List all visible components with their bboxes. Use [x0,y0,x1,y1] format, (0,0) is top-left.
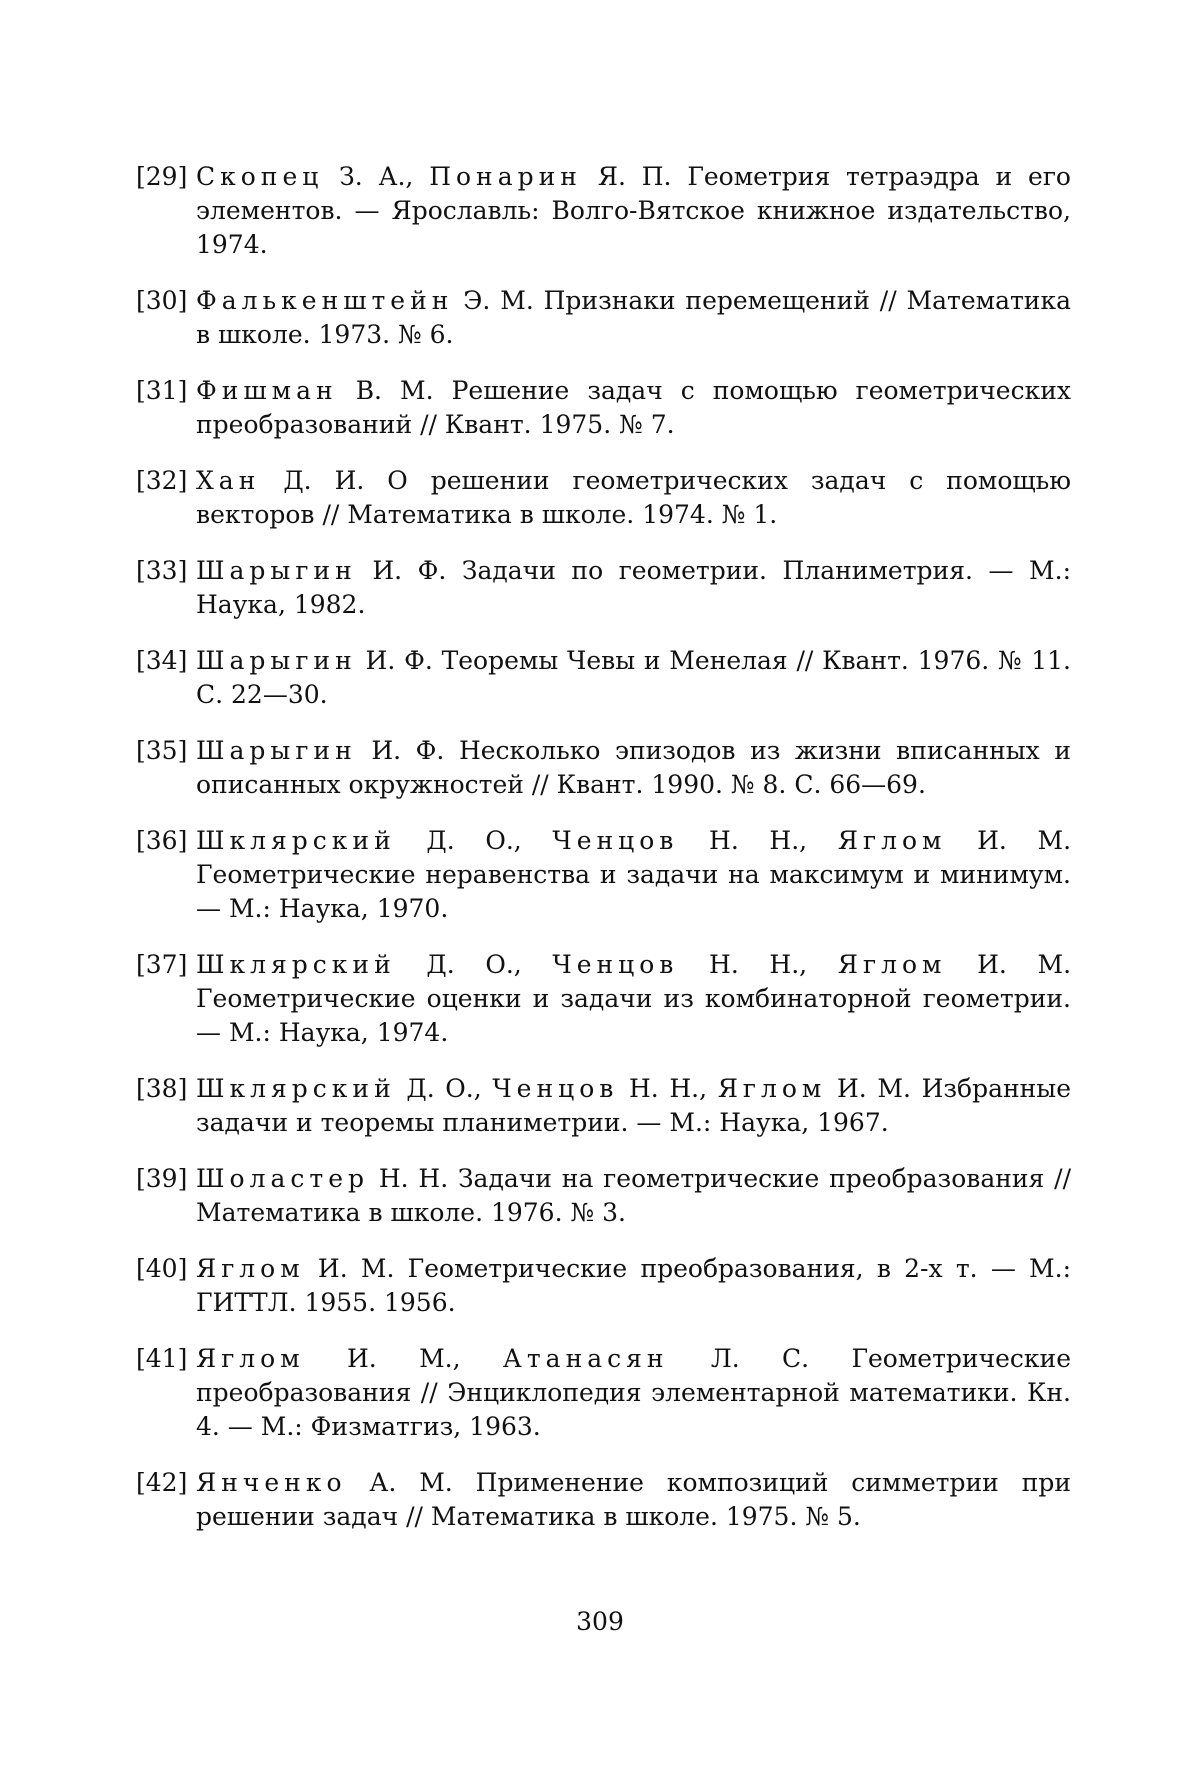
entry-text: Избранные задачи и теоремы планиметрии. — М.: Наука, 1967. [196,1074,1071,1137]
author-surname: Ченцов [492,1074,618,1103]
author-initials: И. М. [977,826,1071,855]
author-initials: Э. М. [463,286,533,315]
author-surname: Хан [196,466,260,495]
author-surname: Шарыгин [196,646,357,675]
author-surname: Ченцов [552,950,678,979]
bibliography-entry [136,824,1071,926]
entry-text: Решение задач с помощью геометрических преобразований // Квант. 1975. № 7. [196,376,1071,439]
bibliography-entry [136,734,1071,802]
entry-number: [31] [136,374,192,408]
author-initials: Д. И. [283,466,364,495]
entry-text: Признаки перемещений // Математика в школе. 1973. № 6. [196,286,1071,349]
author-initials: З. А., [339,162,413,191]
author-initials: Н. Н., [709,826,807,855]
entry-number: [35] [136,734,192,768]
author-initials: В. М. [356,376,434,405]
author-initials: Я. П. [598,162,672,191]
author-initials: Н. Н., [629,1074,707,1103]
author-surname: Шклярский [196,950,396,979]
author-initials: И. Ф. [366,646,433,675]
author-surname: Яглом [196,1344,305,1373]
bibliography-entry [136,1162,1071,1230]
entry-text: Задачи по геометрии. Планиметрия. — М.: Наука, 1982. [196,556,1071,619]
author-surname: Шарыгин [196,556,357,585]
author-surname: Яглом [838,950,947,979]
bibliography-entry [136,1466,1071,1534]
author-surname: Понарин [429,162,582,191]
author-initials: Д. О., [406,1074,481,1103]
author-surname: Яглом [838,826,947,855]
author-surname: Шарыгин [196,736,357,765]
bibliography-entry [136,1072,1071,1140]
author-surname: Ченцов [552,826,678,855]
entry-number: [37] [136,948,192,982]
book-page [0,0,1200,1777]
entry-text: Геометрические преобразования // Энциклопедия элементарной математики. Кн. 4. — М.: Физматгиз, 1963. [196,1344,1071,1441]
entry-text: О решении геометрических задач с помощью векторов // Математика в школе. 1974. № 1. [196,466,1071,529]
entry-number: [41] [136,1342,192,1376]
author-initials: И. М. [318,1254,395,1283]
author-surname: Скопец [196,162,323,191]
author-surname: Шклярский [196,1074,396,1103]
author-initials: Д. О., [426,950,521,979]
entry-number: [34] [136,644,192,678]
entry-text: Геометрия тетраэдра и его элементов. — Ярославль: Волго-Вятское книжное издательство, 1974. [196,162,1071,259]
author-surname: Шоластер [196,1164,369,1193]
entry-number: [42] [136,1466,192,1500]
author-initials: И. М. [837,1074,911,1103]
entry-text: Задачи на геометрические преобразования // Математика в школе. 1976. № 3. [196,1164,1071,1227]
author-surname: Фишман [196,376,338,405]
author-surname: Яглом [196,1254,305,1283]
bibliography-list [136,160,1071,1556]
entry-text: Геометрические оценки и задачи из комбинаторной геометрии. — М.: Наука, 1974. [196,984,1071,1047]
author-surname: Шклярский [196,826,396,855]
author-initials: И. Ф. [371,736,444,765]
author-surname: Атанасян [503,1344,669,1373]
entry-number: [29] [136,160,192,194]
author-initials: Н. Н., [709,950,807,979]
author-initials: Л. С. [711,1344,809,1373]
entry-number: [33] [136,554,192,588]
bibliography-entry [136,374,1071,442]
entry-text: Применение композиций симметрии при решении задач // Математика в школе. 1975. № 5. [196,1468,1071,1531]
bibliography-entry [136,284,1071,352]
entry-text: Геометрические преобразования, в 2-х т. — М.: ГИТТЛ. 1955. 1956. [196,1254,1071,1317]
author-initials: Д. О., [426,826,521,855]
entry-number: [38] [136,1072,192,1106]
author-surname: Янченко [196,1468,347,1497]
page-number: 309 [0,1605,1200,1639]
author-surname: Яглом [718,1074,827,1103]
entry-number: [30] [136,284,192,318]
author-surname: Фалькенштейн [196,286,453,315]
entry-text: Теоремы Чевы и Менелая // Квант. 1976. № 11. С. 22—30. [196,646,1071,709]
entry-number: [40] [136,1252,192,1286]
bibliography-entry [136,464,1071,532]
bibliography-entry [136,948,1071,1050]
bibliography-entry [136,554,1071,622]
author-initials: Н. Н. [379,1164,448,1193]
entry-number: [36] [136,824,192,858]
entry-text: Геометрические неравенства и задачи на максимум и минимум. — М.: Наука, 1970. [196,860,1071,923]
bibliography-entry [136,1252,1071,1320]
bibliography-entry [136,160,1071,262]
entry-number: [39] [136,1162,192,1196]
bibliography-entry [136,1342,1071,1444]
bibliography-entry [136,644,1071,712]
author-initials: И. Ф. [372,556,446,585]
author-initials: И. М. [977,950,1071,979]
author-initials: И. М., [347,1344,461,1373]
entry-text: Несколько эпизодов из жизни вписанных и описанных окружностей // Квант. 1990. № 8. С. 66—69. [196,736,1071,799]
entry-number: [32] [136,464,192,498]
author-initials: А. М. [369,1468,452,1497]
